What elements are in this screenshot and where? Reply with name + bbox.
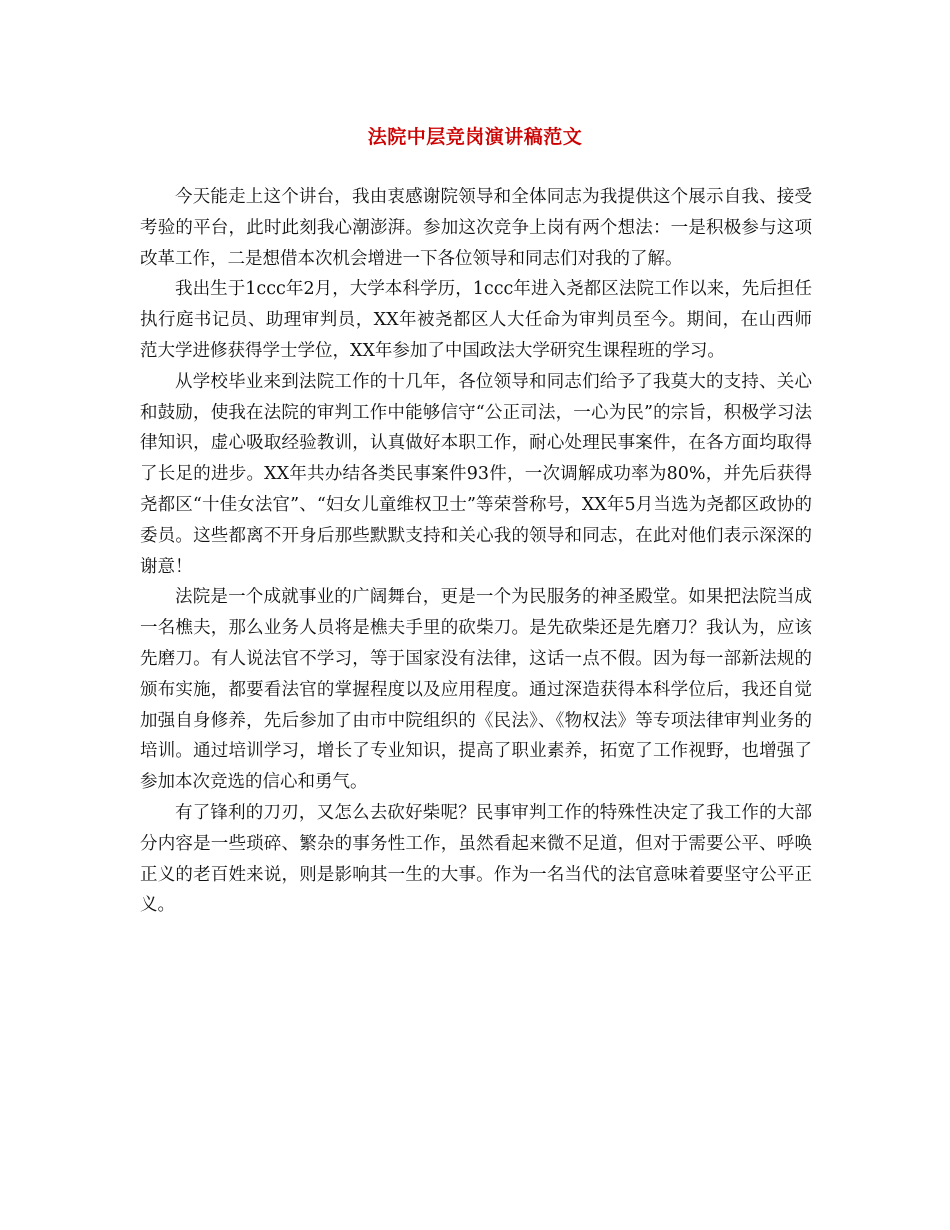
paragraph-4: 法院是一个成就事业的广阔舞台，更是一个为民服务的神圣殿堂。如果把法院当成一名樵夫，那么业务人员将是樵夫手里的砍柴刀。是先砍柴还是先磨刀？我认为，应该先磨刀。有人说法官不学习，等于国家没有法律，这话一点不假。因为每一部新法规的颁布实施，都要看法官的掌握程度以及应用程度。通过深造获得本科学位后，我还自觉加强自身修养，先后参加了由市中院组织的《民法》、《物权法》等专项法律审判业务的培训。通过培训学习，增长了专业知识，提高了职业素养，拓宽了工作视野，也增强了参加本次竞选的信心和勇气。	[140, 587, 812, 793]
paragraph-3: 从学校毕业来到法院工作的十几年，各位领导和同志们给予了我莫大的支持、关心和鼓励，使我在法院的审判工作中能够信守“公正司法，一心为民”的宗旨，积极学习法律知识，虚心吸取经验教训，认真做好本职工作，耐心处理民事案件，在各方面均取得了长足的进步。XX年共办结各类民事案件93件，一次调解成功率为80%，并先后获得尧都区“十佳女法官”、“妇女儿童维权卫士”等荣誉称号，XX年5月当选为尧都区政协的委员。这些都离不开身后那些默默支持和关心我的领导和同志，在此对他们表示深深的谢意！	[140, 371, 812, 577]
document-body	[140, 182, 812, 921]
paragraph-5: 有了锋利的刀刃，又怎么去砍好柴呢？民事审判工作的特殊性决定了我工作的大部分内容是一些琐碎、繁杂的事务性工作，虽然看起来微不足道，但对于需要公平、呼唤正义的老百姓来说，则是影响其一生的大事。作为一名当代的法官意味着要坚守公平正义。	[140, 802, 812, 916]
paragraph-1: 今天能走上这个讲台，我由衷感谢院领导和全体同志为我提供这个展示自我、接受考验的平台，此时此刻我心潮澎湃。参加这次竞争上岗有两个想法：一是积极参与这项改革工作，二是想借本次机会增进一下各位领导和同志们对我的了解。	[140, 187, 812, 269]
document-title: 法院中层竞岗演讲稿范文	[367, 126, 583, 148]
paragraph-2: 我出生于1ccc年2月，大学本科学历，1ccc年进入尧都区法院工作以来，先后担任执行庭书记员、助理审判员，XX年被尧都区人大任命为审判员至今。期间，在山西师范大学进修获得学士学位，XX年参加了中国政法大学研究生课程班的学习。	[140, 279, 812, 361]
